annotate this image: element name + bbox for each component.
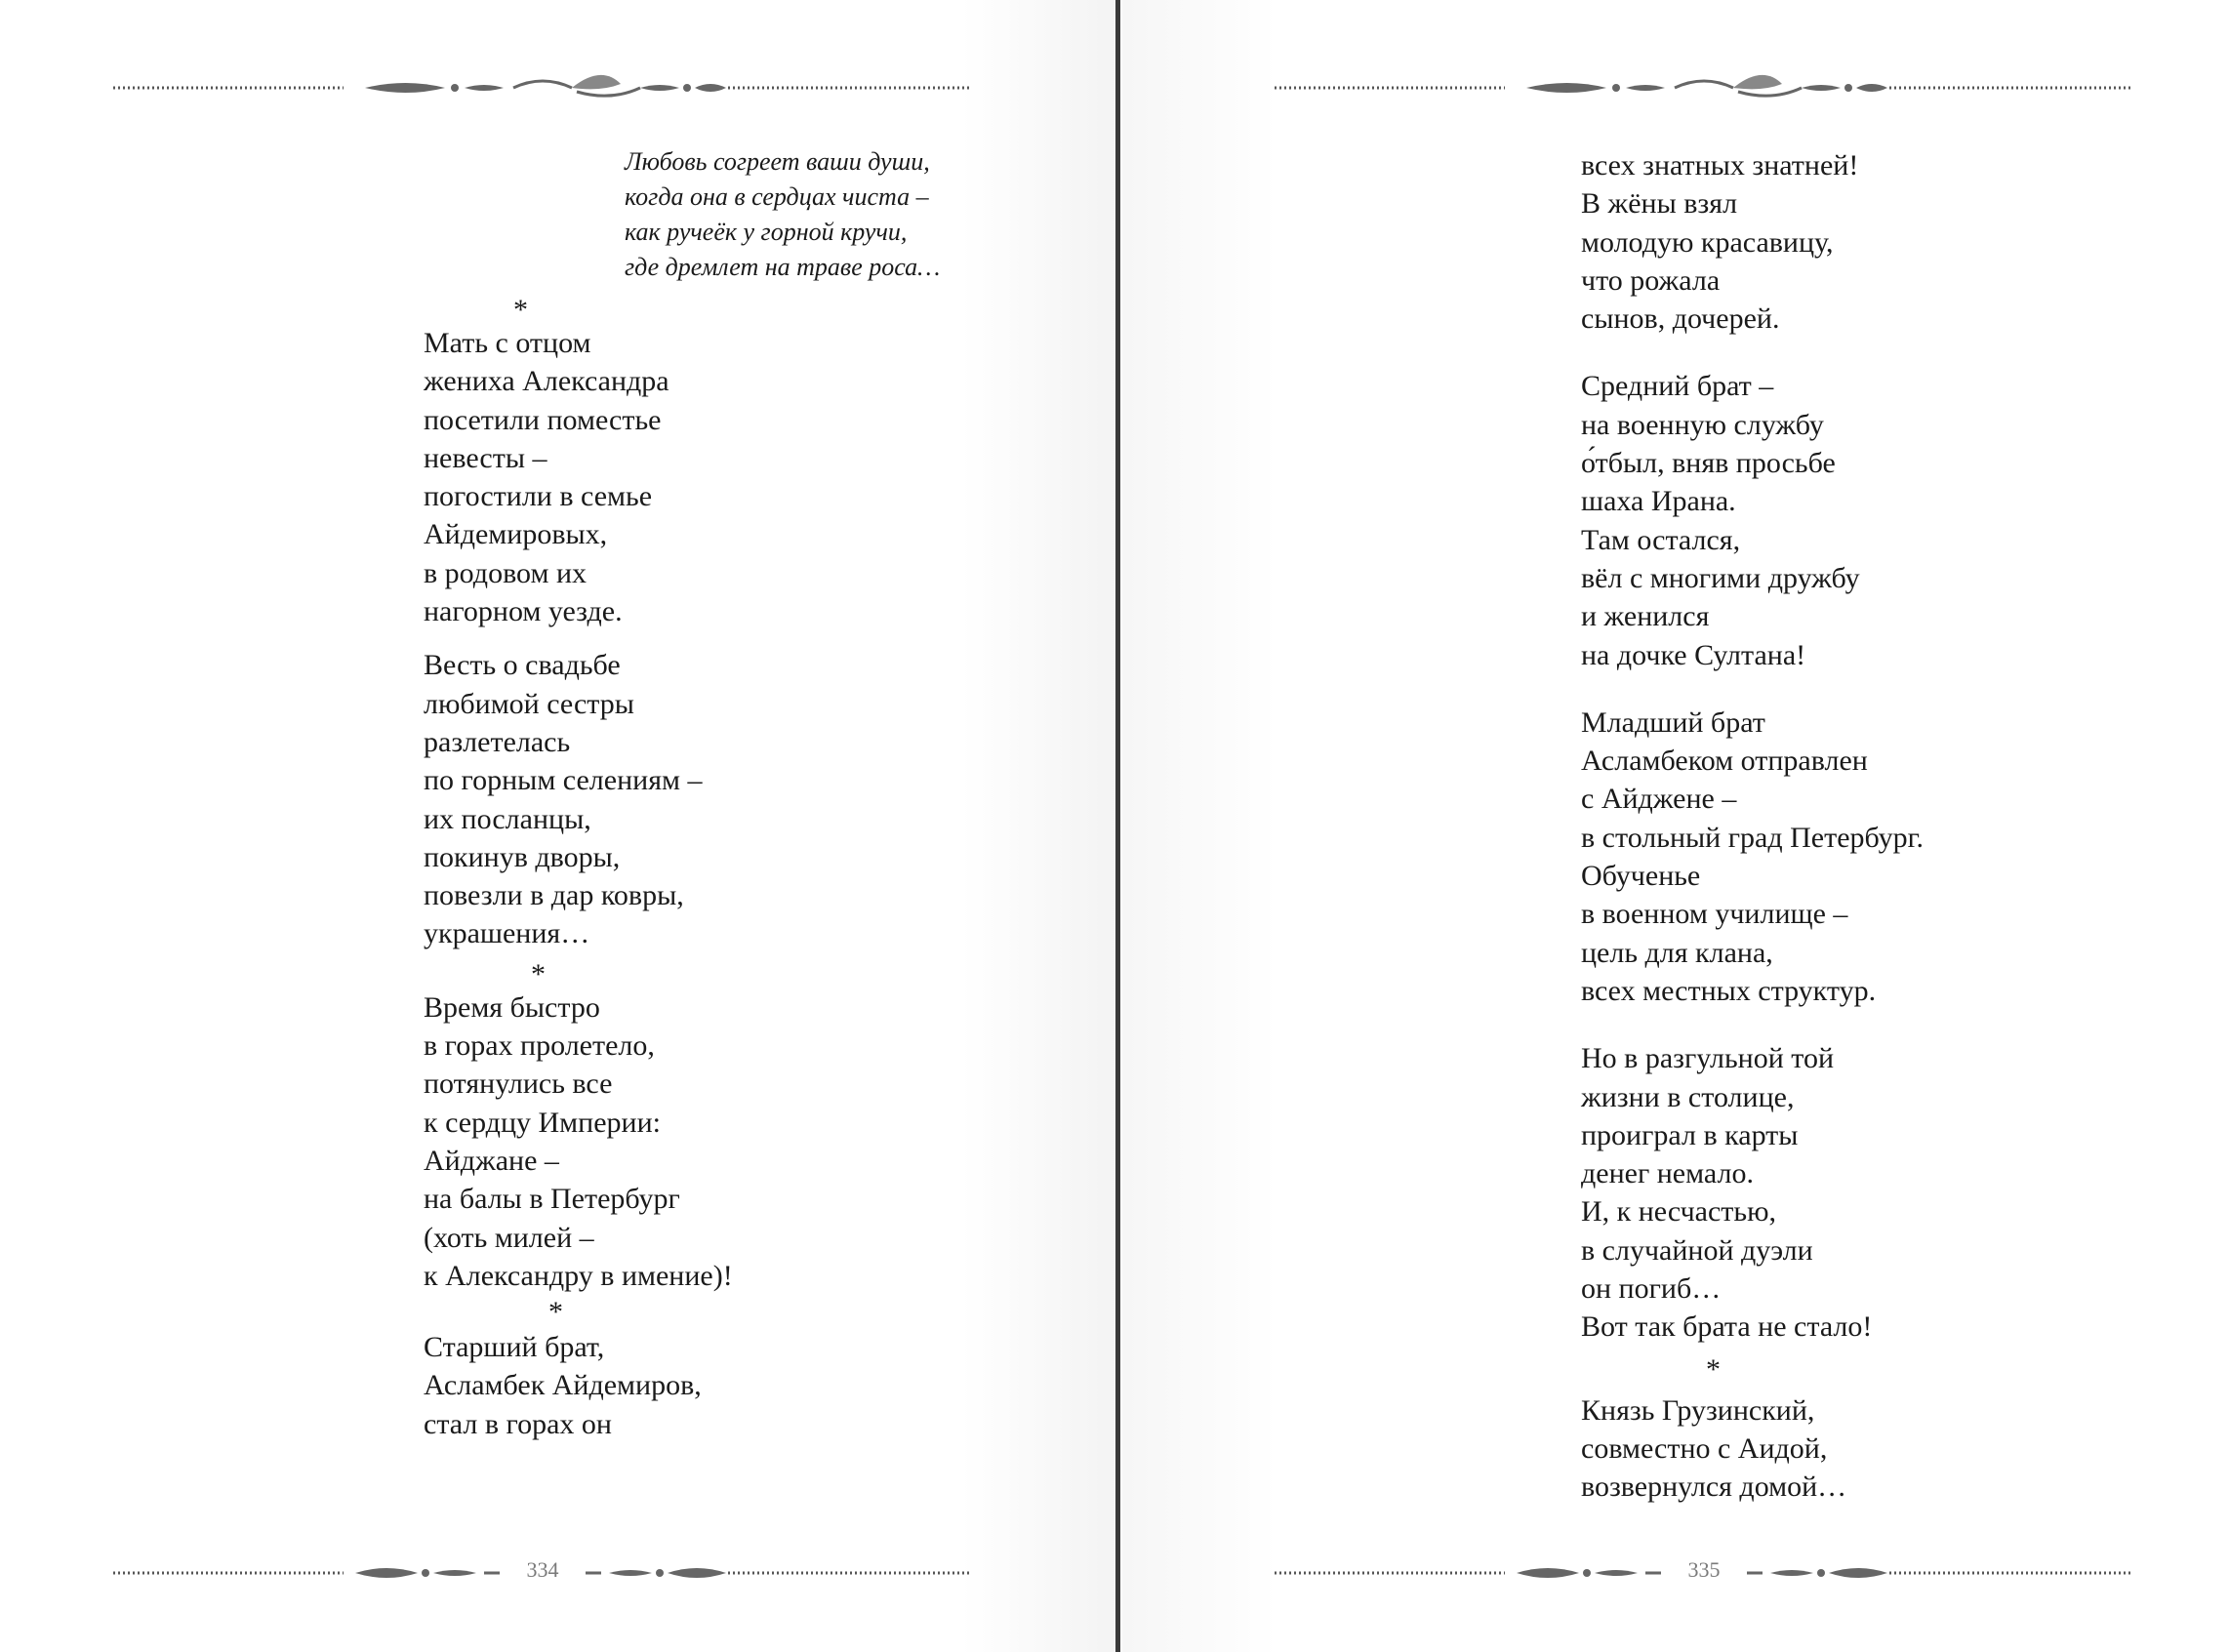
epigraph-line: где дремлет на траве роса…: [625, 253, 941, 281]
poem-line: любимой сестры: [424, 687, 634, 720]
left-poem: [424, 289, 733, 1443]
poem-line: на дочке Султана!: [1581, 638, 1806, 671]
poem-line: всех местных структур.: [1581, 974, 1877, 1007]
poem-line: молодую красавицу,: [1581, 225, 1834, 259]
poem-line: жениха Александра: [424, 365, 669, 398]
poem-line: Средний брат –: [1581, 370, 1774, 403]
poem-line: Но в разгульной той: [1581, 1042, 1835, 1075]
poem-line: вёл с многими дружбу: [1581, 561, 1860, 594]
epigraph: [625, 144, 1034, 285]
page-number: 335: [1687, 1557, 1721, 1582]
poem-line: Старший брат,: [424, 1331, 605, 1364]
poem-line: к Александру в имение)!: [424, 1259, 733, 1292]
poem-line: Айджане –: [424, 1144, 559, 1177]
poem-line: нагорном уезде.: [424, 595, 623, 628]
poem-line: погостили в семье: [424, 480, 653, 513]
poem-line: невесты –: [424, 441, 547, 474]
poem-line: в стольный град Петербург.: [1581, 821, 1925, 854]
poem-line: в военном училище –: [1581, 898, 1848, 931]
poem-line: И, к несчастью,: [1581, 1195, 1776, 1229]
poem-line: украшения…: [424, 917, 590, 950]
poem-line: в случайной дуэли: [1581, 1233, 1813, 1267]
stanza: [1581, 1039, 1924, 1346]
poem-line: шаха Ирана.: [1581, 485, 1736, 518]
poem-line: жизни в столице,: [1581, 1080, 1795, 1113]
poem-line: и женился: [1581, 600, 1710, 633]
header-ornament-left: [113, 68, 972, 107]
poem-line: В жёны взял: [1581, 187, 1738, 221]
right-poem: [1581, 146, 1924, 1507]
poem-line: к сердцу Империи:: [424, 1106, 661, 1139]
page-number: 334: [526, 1557, 559, 1582]
poem-line: по горным селениям –: [424, 764, 703, 797]
poem-line: Младший брат: [1581, 705, 1765, 739]
poem-line: денег немало.: [1581, 1157, 1754, 1190]
stanza: [1581, 146, 1924, 338]
poem-line: о́тбыл, вняв просьбе: [1581, 447, 1836, 480]
poem-line: цель для клана,: [1581, 936, 1773, 969]
poem-line: Время быстро: [424, 990, 600, 1024]
stanza: [424, 324, 733, 630]
poem-line: возвернулся домой…: [1581, 1471, 1847, 1504]
poem-line: на военную службу: [1581, 408, 1824, 441]
section-divider: *: [513, 294, 528, 326]
poem-line: посетили поместье: [424, 403, 662, 436]
poem-line: Там остался,: [1581, 523, 1741, 556]
poem-line: что рожала: [1581, 263, 1721, 297]
section-divider: *: [548, 1296, 563, 1329]
poem-line: Обученье: [1581, 860, 1701, 893]
poem-line: проиграл в карты: [1581, 1118, 1799, 1151]
section-divider: *: [1706, 1352, 1721, 1386]
poem-line: Князь Грузинский,: [1581, 1393, 1815, 1427]
poem-line: повезли в дар ковры,: [424, 879, 684, 912]
stanza: [1581, 1391, 1924, 1507]
stanza: [424, 646, 733, 952]
book-gutter: [1115, 0, 1120, 1652]
poem-line: сынов, дочерей.: [1581, 302, 1780, 336]
poem-line: Айдемировых,: [424, 518, 608, 551]
stanza: [1581, 367, 1924, 673]
section-divider: *: [531, 957, 546, 990]
poem-line: Асламбек Айдемиров,: [424, 1369, 702, 1402]
poem-line: на балы в Петербург: [424, 1183, 680, 1216]
poem-line: стал в горах он: [424, 1407, 612, 1440]
poem-line: Вот так брата не стало!: [1581, 1310, 1873, 1344]
poem-line: Асламбеком отправлен: [1581, 745, 1868, 778]
poem-line: разлетелась: [424, 725, 571, 758]
poem-line: их посланцы,: [424, 802, 591, 835]
poem-line: всех знатных знатней!: [1581, 149, 1859, 181]
poem-line: покинув дворы,: [424, 840, 621, 873]
stanza: [424, 988, 733, 1295]
poem-line: Весть о свадьбе: [424, 649, 621, 682]
poem-line: Мать с отцом: [424, 327, 591, 359]
stanza: [1581, 704, 1924, 1010]
poem-line: он погиб…: [1581, 1272, 1722, 1306]
epigraph-line: как ручеёк у горной кручи,: [625, 218, 908, 246]
stanza: [424, 1328, 733, 1443]
poem-line: (хоть милей –: [424, 1221, 594, 1254]
epigraph-line: Любовь согреет ваши души,: [625, 147, 930, 176]
poem-line: в горах пролетело,: [424, 1029, 655, 1063]
epigraph-line: когда она в сердцах чиста –: [625, 182, 929, 211]
poem-line: потянулись все: [424, 1068, 613, 1101]
header-ornament-right: [1275, 68, 2133, 107]
poem-line: в родовом их: [424, 556, 587, 589]
poem-line: совместно с Аидой,: [1581, 1431, 1828, 1465]
poem-line: с Айджене –: [1581, 783, 1737, 816]
